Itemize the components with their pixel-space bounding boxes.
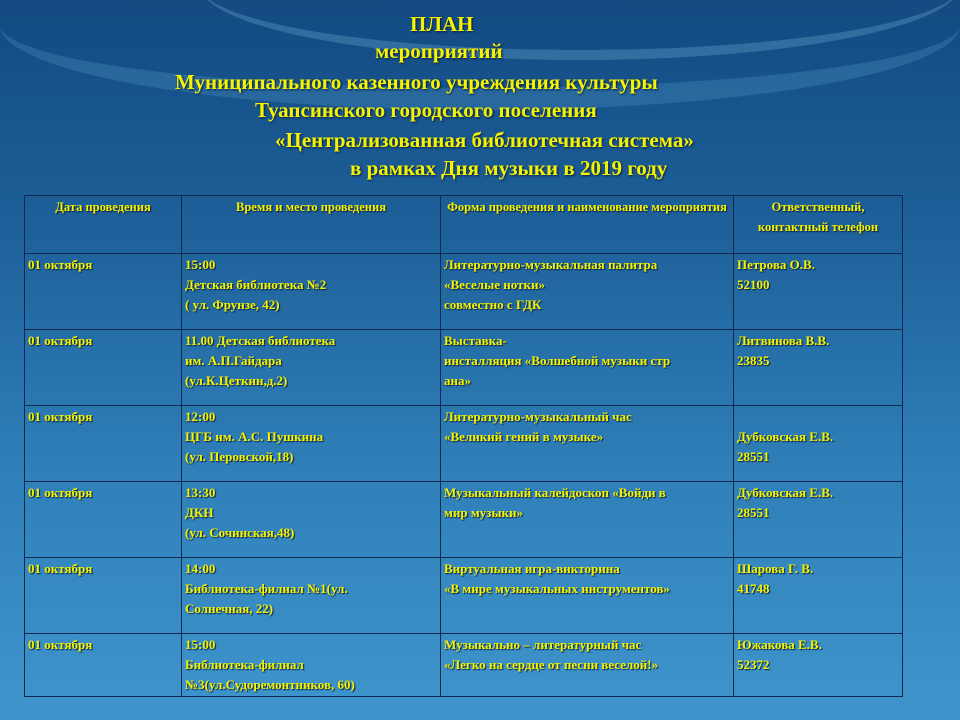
responsible-cell-line: Петрова О.В. xyxy=(737,257,815,272)
place-cell-line: Солнечная, 22) xyxy=(185,601,274,616)
place-cell-line: №3(ул.Судоремонтников, 60) xyxy=(185,677,355,692)
event-cell-line: совместно с ГДК xyxy=(444,297,542,312)
event-cell xyxy=(441,558,734,634)
header-responsible: Ответственный, контактный телефон xyxy=(734,196,903,254)
date-cell: 01 октября xyxy=(25,330,182,406)
title-line: «Централизованная библиотечная система» xyxy=(275,128,694,152)
place-cell-line: 15:00 xyxy=(185,637,216,652)
responsible-cell-line: Литвинова В.В. xyxy=(737,333,830,348)
date-cell: 01 октября xyxy=(25,406,182,482)
responsible-cell-line: 52372 xyxy=(737,657,770,672)
table-row xyxy=(25,330,903,406)
date-cell: 01 октября xyxy=(25,634,182,697)
place-cell-line: ЦГБ им. А.С. Пушкина xyxy=(185,429,324,444)
event-cell xyxy=(441,634,734,697)
responsible-cell xyxy=(734,330,903,406)
event-cell-line: Музыкально – литературный час xyxy=(444,637,642,652)
responsible-cell-line: Дубковская Е.В. xyxy=(737,429,834,444)
title-line: Муниципального казенного учреждения культуры xyxy=(175,70,658,94)
place-cell-line: ( ул. Фрунзе, 42) xyxy=(185,297,280,312)
responsible-cell xyxy=(734,406,903,482)
date-cell: 01 октября xyxy=(25,482,182,558)
place-cell xyxy=(182,406,441,482)
table-row xyxy=(25,634,903,697)
event-cell-line: мир музыки» xyxy=(444,505,524,520)
event-cell-line: «Веселые нотки» xyxy=(444,277,545,292)
title-line: Туапсинского городского поселения xyxy=(255,98,597,122)
responsible-cell-line: Шарова Г. В. xyxy=(737,561,814,576)
table-row xyxy=(25,558,903,634)
title-line: ПЛАН xyxy=(410,12,474,36)
event-cell xyxy=(441,482,734,558)
place-cell-line: 12:00 xyxy=(185,409,216,424)
responsible-cell xyxy=(734,254,903,330)
place-cell-line: (ул. Сочинская,48) xyxy=(185,525,295,540)
responsible-cell xyxy=(734,558,903,634)
responsible-cell xyxy=(734,482,903,558)
place-cell-line: Детская библиотека №2 xyxy=(185,277,327,292)
event-cell xyxy=(441,330,734,406)
event-cell-line: Литературно-музыкальный час xyxy=(444,409,632,424)
place-cell-line: Библиотека-филиал xyxy=(185,657,304,672)
responsible-cell-line: 52100 xyxy=(737,277,770,292)
events-table xyxy=(24,195,903,697)
event-cell-line: Выставка- xyxy=(444,333,507,348)
table-header-row xyxy=(25,196,903,254)
table-row xyxy=(25,254,903,330)
place-cell-line: им. А.П.Гайдара xyxy=(185,353,282,368)
event-cell-line: «Легко на сердце от песни веселой!» xyxy=(444,657,659,672)
event-cell-line: инсталляция «Волшебной музыки стр xyxy=(444,353,671,368)
place-cell xyxy=(182,558,441,634)
place-cell-line: Библиотека-филиал №1(ул. xyxy=(185,581,348,596)
event-cell-line: «В мире музыкальных инструментов» xyxy=(444,581,670,596)
responsible-cell-line: 41748 xyxy=(737,581,770,596)
place-cell-line: 13:30 xyxy=(185,485,216,500)
table-row xyxy=(25,406,903,482)
event-cell-line: Литературно-музыкальная палитра xyxy=(444,257,658,272)
place-cell-line: ДКН xyxy=(185,505,214,520)
event-cell-line: Виртуальная игра-викторина xyxy=(444,561,620,576)
responsible-cell-line: Южакова Е.В. xyxy=(737,637,822,652)
place-cell-line: 14:00 xyxy=(185,561,216,576)
header-event: Форма проведения и наименование мероприятия xyxy=(441,196,734,254)
responsible-cell-line xyxy=(737,407,899,427)
place-cell-line: (ул.К.Цеткин,д.2) xyxy=(185,373,288,388)
responsible-cell-line: 23835 xyxy=(737,353,770,368)
event-cell xyxy=(441,406,734,482)
place-cell xyxy=(182,330,441,406)
header-date: Дата проведения xyxy=(25,196,182,254)
place-cell xyxy=(182,254,441,330)
place-cell-line: (ул. Перовской,18) xyxy=(185,449,294,464)
responsible-cell-line: 28551 xyxy=(737,449,770,464)
date-cell: 01 октября xyxy=(25,254,182,330)
event-cell-line: Музыкальный калейдоскоп «Войди в xyxy=(444,485,666,500)
place-cell-line: 15:00 xyxy=(185,257,216,272)
title-line: в рамках Дня музыки в 2019 году xyxy=(350,156,668,180)
table-row xyxy=(25,482,903,558)
responsible-cell xyxy=(734,634,903,697)
responsible-cell-line: Дубковская Е.В. xyxy=(737,485,834,500)
event-cell-line: «Великий гений в музыке» xyxy=(444,429,604,444)
title-line: мероприятий xyxy=(375,39,503,63)
event-cell xyxy=(441,254,734,330)
place-cell xyxy=(182,482,441,558)
event-cell-line: ана» xyxy=(444,373,471,388)
date-cell: 01 октября xyxy=(25,558,182,634)
place-cell xyxy=(182,634,441,697)
header-place: Время и место проведения xyxy=(182,196,441,254)
responsible-cell-line: 28551 xyxy=(737,505,770,520)
place-cell-line: 11.00 Детская библиотека xyxy=(185,333,336,348)
